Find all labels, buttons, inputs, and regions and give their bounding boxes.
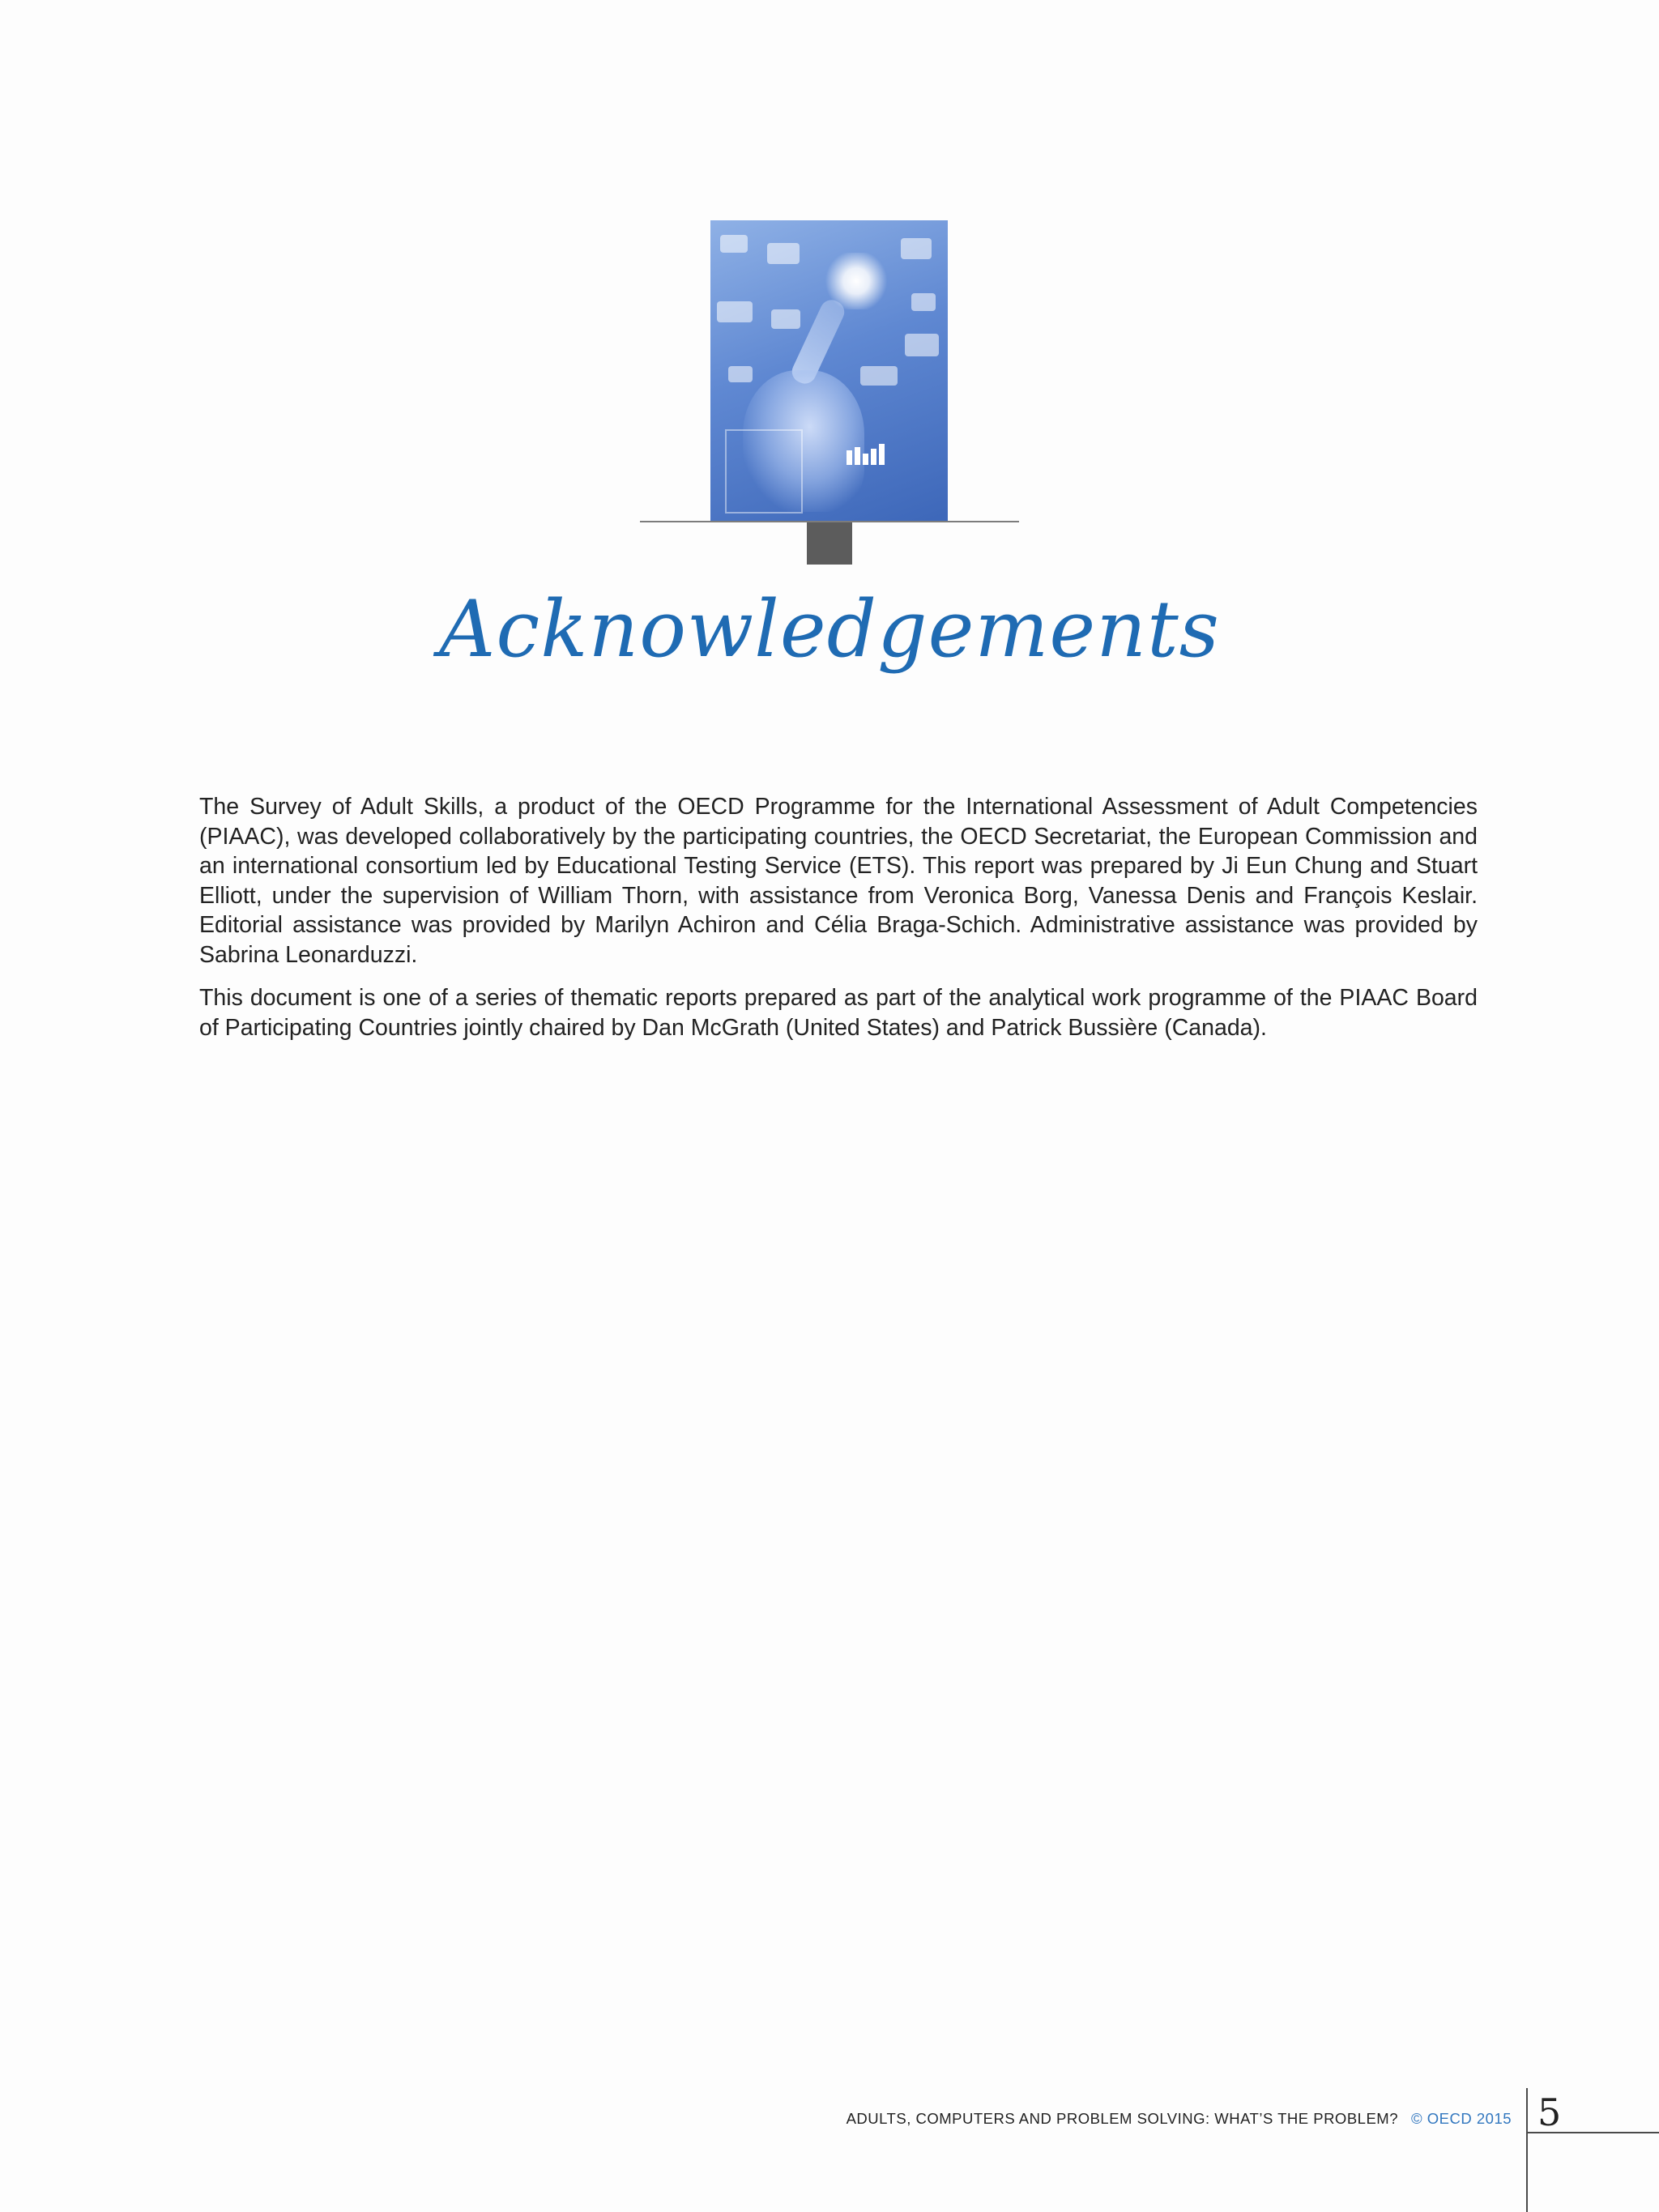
page-title: Acknowledgements	[439, 584, 1220, 675]
paragraph: The Survey of Adult Skills, a product of the OECD Programme for the International Assessment of Adult Competencies (PIAAC), was developed collaboratively by the participating countries, the OECD Secretariat, the European Commission and an international consortium led by Educational Testing Service (ETS). This report was prepared by Ji Eun Chung and Stuart Elliott, under the supervision of William Thorn, with assistance from Veronica Borg, Vanessa Denis and François Keslair. Editorial assistance was provided by Marilyn Achiron and Célia Braga-Schich. Administrative assistance was provided by Sabrina Leonarduzzi.	[199, 794, 1478, 968]
cover-thumbnail-image	[710, 220, 948, 522]
body-text	[199, 792, 1478, 1056]
header-marker	[807, 522, 852, 565]
footer-publication-title: ADULTS, COMPUTERS AND PROBLEM SOLVING: WHAT’S THE PROBLEM?	[846, 2110, 1398, 2127]
page-number: 5	[1537, 2091, 1562, 2134]
footer-divider-vertical	[1526, 2088, 1528, 2212]
footer-copyright: © OECD 2015	[1411, 2110, 1512, 2127]
paragraph: This document is one of a series of thematic reports prepared as part of the analytical work programme of the PIAAC Board of Participating Countries jointly chaired by Dan McGrath (United States) and Patrick Bussière (Canada).	[199, 985, 1478, 1041]
